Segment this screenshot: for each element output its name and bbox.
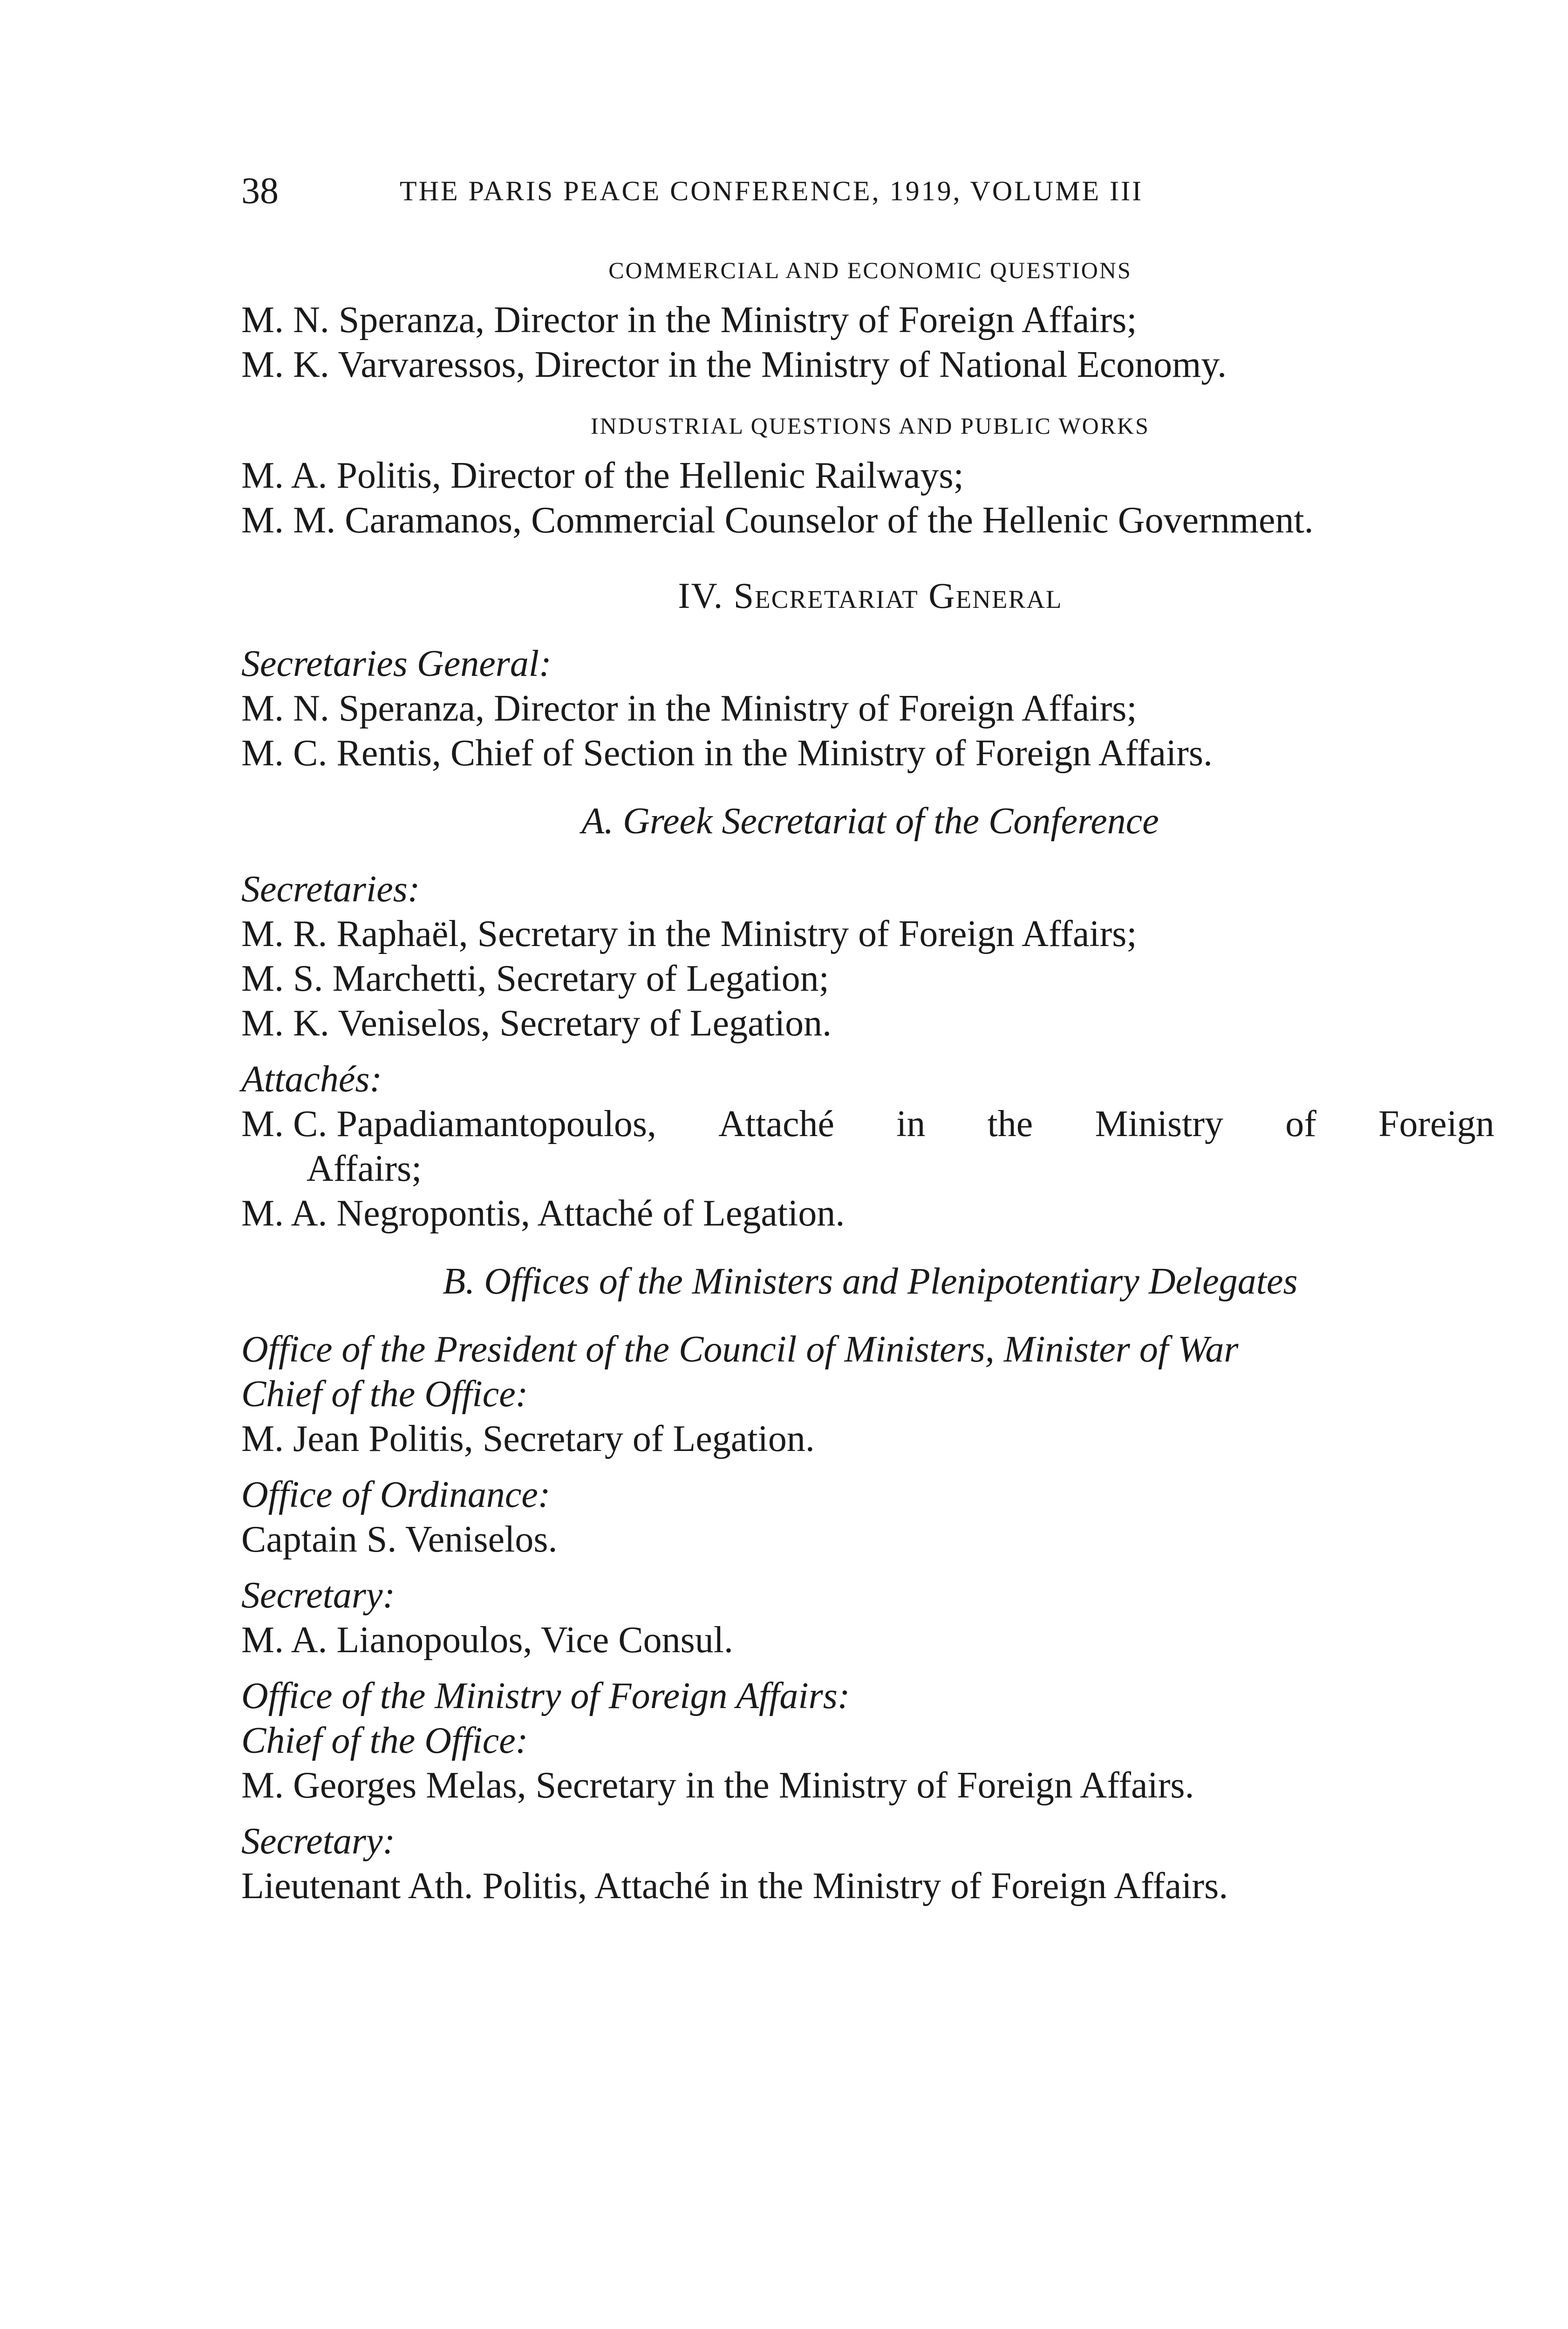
- entry-line: M. N. Speranza, Director in the Ministry of Foreign Affairs;: [241, 688, 1137, 729]
- label-secretaries-general: Secretaries General:: [241, 643, 552, 684]
- entry-line: M. Jean Politis, Secretary of Legation.: [241, 1418, 815, 1459]
- entry-line: M. C. Rentis, Chief of Section in the Ministry of Foreign Affairs.: [241, 733, 1213, 774]
- heading-industrial: INDUSTRIAL QUESTIONS AND PUBLIC WORKS: [591, 413, 1150, 439]
- entry-line: M. M. Caramanos, Commercial Counselor of the Hellenic Government.: [241, 500, 1314, 541]
- heading-offices: B. Offices of the Ministers and Plenipotentiary Delegates: [443, 1261, 1298, 1302]
- entry-line-justified: [241, 1102, 1494, 1146]
- label-secretaries: Secretaries:: [241, 869, 420, 910]
- label-chief-of-office: Chief of the Office:: [241, 1374, 528, 1415]
- label-attaches: Attachés:: [241, 1059, 382, 1100]
- word: Attaché: [718, 1103, 834, 1144]
- entry-line: M. Georges Melas, Secretary in the Ministry of Foreign Affairs.: [241, 1765, 1194, 1806]
- page-number: 38: [241, 170, 279, 211]
- label-secretary: Secretary:: [241, 1575, 395, 1616]
- body-text: [241, 254, 1499, 1908]
- entry-line: Lieutenant Ath. Politis, Attaché in the Ministry of Foreign Affairs.: [241, 1866, 1228, 1907]
- label-office-president: Office of the President of the Council of Ministers, Minister of War: [241, 1329, 1239, 1370]
- page-header: [241, 165, 1369, 217]
- word: of: [1285, 1103, 1316, 1144]
- running-title: THE PARIS PEACE CONFERENCE, 1919, VOLUME III: [400, 176, 1144, 206]
- entry-line: M. S. Marchetti, Secretary of Legation;: [241, 958, 829, 999]
- entry-line: M. K. Veniselos, Secretary of Legation.: [241, 1003, 832, 1044]
- heading-greek-secretariat: A. Greek Secretariat of the Conference: [581, 801, 1159, 842]
- entry-line-continuation: Affairs;: [307, 1148, 422, 1189]
- word: Foreign: [1378, 1103, 1494, 1144]
- heading-secretariat-general: IV. Secretariat General: [678, 575, 1063, 616]
- entry-line: M. K. Varvaressos, Director in the Ministry of National Economy.: [241, 344, 1227, 385]
- word: the: [987, 1103, 1033, 1144]
- heading-commercial: COMMERCIAL AND ECONOMIC QUESTIONS: [608, 257, 1132, 283]
- label-office-foreign-affairs: Office of the Ministry of Foreign Affairs:: [241, 1675, 850, 1716]
- word: Ministry: [1095, 1103, 1224, 1144]
- entry-line: M. R. Raphaël, Secretary in the Ministry of Foreign Affairs;: [241, 913, 1137, 954]
- entry-line: M. A. Lianopoulos, Vice Consul.: [241, 1620, 733, 1661]
- word: M. C. Papadiamantopoulos,: [241, 1103, 657, 1144]
- label-secretary: Secretary:: [241, 1821, 395, 1862]
- label-chief-of-office: Chief of the Office:: [241, 1720, 528, 1761]
- word: in: [896, 1103, 926, 1144]
- label-office-ordinance: Office of Ordinance:: [241, 1474, 551, 1515]
- entry-line: M. N. Speranza, Director in the Ministry of Foreign Affairs;: [241, 300, 1137, 340]
- entry-line: M. A. Negropontis, Attaché of Legation.: [241, 1193, 845, 1234]
- entry-line: Captain S. Veniselos.: [241, 1519, 558, 1560]
- entry-line: M. A. Politis, Director of the Hellenic Railways;: [241, 455, 964, 496]
